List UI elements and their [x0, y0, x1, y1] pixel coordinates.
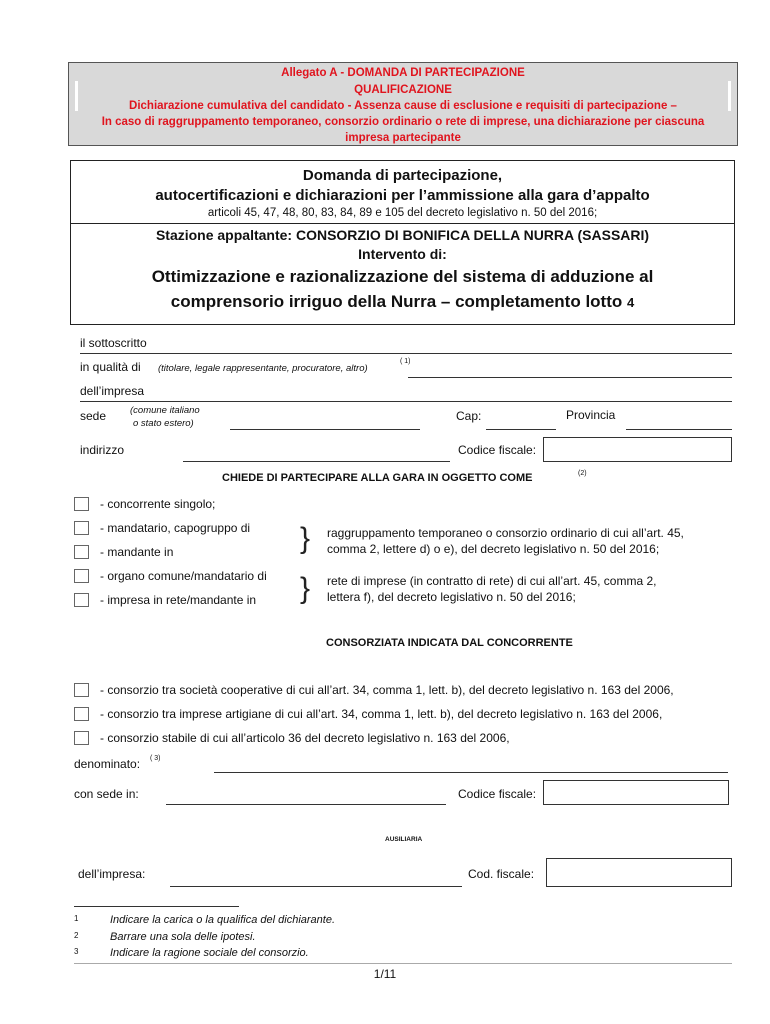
option-consorzio-artigiane: - consorzio tra imprese artigiane di cui all’art. 34, comma 1, lett. b), del decreto legislativo n. 163 del 2006,	[100, 707, 663, 721]
sede-field[interactable]	[230, 429, 420, 430]
checkbox-mandatario[interactable]	[74, 521, 89, 535]
denominato-note: ( 3)	[150, 755, 161, 762]
cap-field[interactable]	[486, 429, 556, 430]
option-consorzio-cooperative: - consorzio tra società cooperative di cui all’art. 34, comma 1, lett. b), del decreto legislativo n. 163 del 2006,	[100, 683, 674, 697]
impresa-label: dell’impresa	[80, 384, 145, 398]
project-line-1: Ottimizzazione e razionalizzazione del sistema di adduzione al	[151, 267, 654, 286]
provincia-label: Provincia	[566, 408, 616, 422]
con-sede-label: con sede in:	[74, 787, 139, 801]
ausiliaria-heading: AUSILIARIA	[385, 836, 423, 843]
checkbox-organo-comune[interactable]	[74, 569, 89, 583]
option-mandatario: - mandatario, capogruppo di	[100, 521, 251, 535]
qualita-note: ( 1)	[400, 358, 411, 365]
title-line-2: autocertificazioni e dichiarazioni per l’ammissione alla gara d’appalto	[155, 187, 650, 204]
qualita-label: in qualità di	[80, 360, 141, 374]
sede-label: sede	[80, 409, 107, 423]
sede-hint-1: (comune italiano	[130, 405, 200, 416]
codice-fiscale-field[interactable]	[543, 437, 732, 462]
footnote-2-text: Barrare una sola delle ipotesi.	[110, 931, 256, 943]
checkbox-concorrente-singolo[interactable]	[74, 497, 89, 511]
footnote-1-number: 1	[74, 914, 79, 923]
consorziata-codice-fiscale-label: Codice fiscale:	[458, 787, 537, 801]
ausiliaria-cod-fiscale-field[interactable]	[546, 858, 732, 887]
chiede-note: (2)	[578, 470, 587, 477]
option-consorzio-stabile: - consorzio stabile di cui all’articolo 36 del decreto legislativo n. 163 del 2006,	[100, 731, 510, 745]
group2-line-2: lettera f), del decreto legislativo n. 50 del 2016;	[327, 590, 576, 604]
ausiliaria-impresa-field[interactable]	[170, 886, 462, 887]
option-impresa-rete: - impresa in rete/mandante in	[100, 593, 257, 607]
group1-line-1: raggruppamento temporaneo o consorzio ordinario di cui all’art. 45,	[327, 526, 684, 540]
footnote-2-number: 2	[74, 931, 79, 940]
con-sede-field[interactable]	[166, 804, 446, 805]
header-line-5: impresa partecipante	[345, 132, 461, 144]
header-line-2: QUALIFICAZIONE	[354, 84, 452, 96]
impresa-field[interactable]	[80, 401, 732, 402]
header-box	[68, 62, 738, 146]
title-line-1: Domanda di partecipazione,	[302, 167, 503, 184]
qualita-field[interactable]	[408, 377, 732, 378]
footnote-1-text: Indicare la carica o la qualifica del dichiarante.	[110, 914, 336, 926]
denominato-label: denominato:	[74, 757, 141, 771]
consorziata-codice-fiscale-field[interactable]	[543, 780, 729, 805]
cap-label: Cap:	[456, 409, 482, 423]
header-line-3: Dichiarazione cumulativa del candidato - Assenza cause di esclusione e requisiti di partecipazione –	[129, 100, 677, 112]
project-line-2-text: comprensorio irriguo della Nurra – completamento lotto	[170, 292, 623, 311]
checkbox-mandante[interactable]	[74, 545, 89, 559]
indirizzo-field[interactable]	[183, 461, 450, 462]
brace-group-2: }	[300, 572, 311, 605]
qualita-hint: (titolare, legale rappresentante, procuratore, altro)	[158, 363, 368, 374]
page-footer-rule	[74, 963, 732, 964]
brace-group-1: }	[300, 522, 311, 555]
header-line-4: In caso di raggruppamento temporaneo, consorzio ordinario o rete di imprese, una dichiarazione per ciascuna	[101, 116, 705, 128]
footnote-3-number: 3	[74, 947, 79, 956]
option-organo-comune: - organo comune/mandatario di	[100, 569, 267, 583]
sede-hint-2: o stato estero)	[133, 418, 194, 429]
checkbox-consorzio-artigiane[interactable]	[74, 707, 89, 721]
codice-fiscale-label: Codice fiscale:	[458, 443, 537, 457]
group1-line-2: comma 2, lettere d) o e), del decreto legislativo n. 50 del 2016;	[327, 542, 660, 556]
project-line-2	[71, 292, 734, 312]
title-box	[70, 160, 735, 325]
checkbox-impresa-rete[interactable]	[74, 593, 89, 607]
articles-line: articoli 45, 47, 48, 80, 83, 84, 89 e 105 del decreto legislativo n. 50 del 2016;	[207, 207, 598, 219]
footnote-3-text: Indicare la ragione sociale del consorzio.	[110, 947, 309, 959]
ausiliaria-cod-fiscale-label: Cod. fiscale:	[468, 867, 535, 881]
denominato-field[interactable]	[214, 772, 728, 773]
intervention-line: Intervento di:	[358, 246, 447, 262]
station-line: Stazione appaltante: CONSORZIO DI BONIFICA DELLA NURRA (SASSARI)	[155, 227, 650, 243]
project-lot: 4	[627, 295, 635, 310]
ausiliaria-impresa-label: dell’impresa:	[78, 867, 146, 881]
header-line-1: Allegato A - DOMANDA DI PARTECIPAZIONE	[281, 67, 525, 79]
sottoscritto-label: il sottoscritto	[80, 336, 147, 350]
sottoscritto-field[interactable]	[80, 353, 732, 354]
group2-line-1: rete di imprese (in contratto di rete) di cui all’art. 45, comma 2,	[327, 574, 657, 588]
chiede-heading: CHIEDE DI PARTECIPARE ALLA GARA IN OGGETTO COME	[222, 472, 533, 484]
checkbox-consorzio-stabile[interactable]	[74, 731, 89, 745]
page-number: 1/11	[373, 967, 397, 981]
provincia-field[interactable]	[626, 429, 732, 430]
option-mandante: - mandante in	[100, 545, 174, 559]
footnote-separator	[74, 906, 239, 907]
option-concorrente-singolo: - concorrente singolo;	[100, 497, 216, 511]
title-divider	[71, 223, 734, 224]
indirizzo-label: indirizzo	[80, 443, 125, 457]
checkbox-consorzio-cooperative[interactable]	[74, 683, 89, 697]
consorziata-heading: CONSORZIATA INDICATA DAL CONCORRENTE	[326, 637, 573, 649]
